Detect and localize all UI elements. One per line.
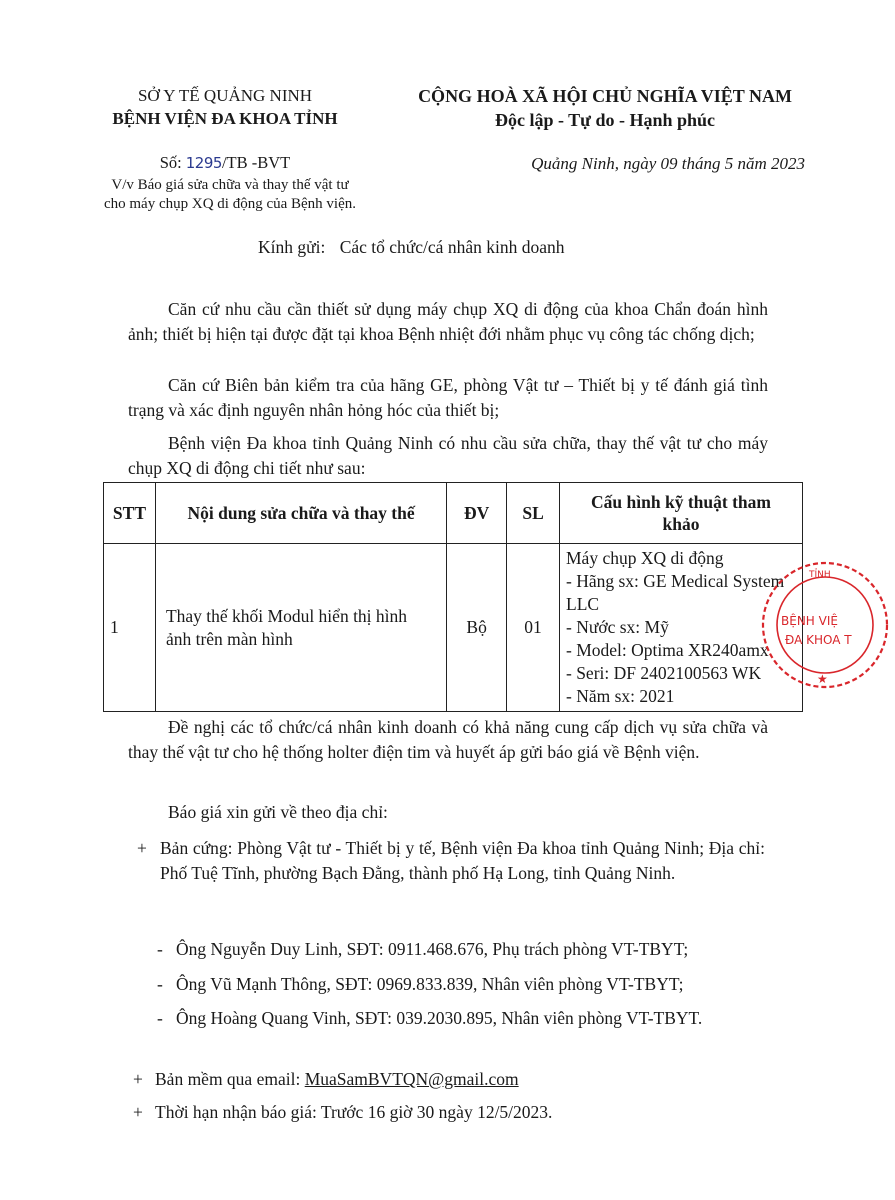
- paragraph-basis-2: Căn cứ Biên bản kiểm tra của hãng GE, phòng Vật tư – Thiết bị y tế đánh giá tình trạng và xác định nguyên nhân hỏng hóc của thiết bị;: [128, 375, 768, 420]
- stamp-text-mid2: ĐA KHOA T: [785, 633, 852, 647]
- subject: V/v Báo giá sửa chữa và thay thế vật tư cho máy chụp XQ di động của Bệnh viện.: [103, 177, 357, 212]
- col-stt: STT: [104, 483, 156, 544]
- document-date: Quảng Ninh, ngày 09 tháng 5 năm 2023: [531, 154, 805, 173]
- repair-table: [103, 482, 803, 712]
- cell-stt: 1: [104, 544, 156, 712]
- recipient-label: Kính gửi:: [258, 237, 326, 257]
- email-line: [155, 1067, 519, 1092]
- dash-icon: -: [157, 939, 163, 959]
- stamp-star-icon: ★: [817, 672, 828, 686]
- bullet-plus-icon: +: [133, 1069, 143, 1089]
- country-name: CỘNG HOÀ XÃ HỘI CHỦ NGHĨA VIỆT NAM: [418, 86, 792, 106]
- dash-icon: -: [157, 1008, 163, 1028]
- recipient-value: Các tổ chức/cá nhân kinh doanh: [339, 237, 565, 257]
- hospital-name: BỆNH VIỆN ĐA KHOA TỈNH: [112, 109, 338, 128]
- cell-unit: Bộ: [447, 544, 507, 712]
- motto: Độc lập - Tự do - Hạnh phúc: [494, 110, 716, 130]
- cell-qty: 01: [507, 544, 560, 712]
- cell-config: Máy chụp XQ di động - Hãng sx: GE Medical System LLC - Nước sx: Mỹ - Model: Optima XR240amx - Seri: DF 2402100563 WK - Năm sx: 2021: [560, 544, 803, 712]
- header-left: [95, 84, 355, 130]
- col-qty: SL: [507, 483, 560, 544]
- paragraph-request: Đề nghị các tổ chức/cá nhân kinh doanh có khả năng cung cấp dịch vụ sửa chữa và thay thế vật tư cho hệ thống holter điện tim và huyết áp gửi báo giá về Bệnh viện.: [128, 717, 768, 762]
- paragraph-address-intro: Báo giá xin gửi về theo địa chỉ:: [168, 802, 388, 822]
- col-config: Cấu hình kỹ thuật tham khảo: [560, 483, 803, 544]
- stamp-text-top: TỈNH: [809, 570, 831, 580]
- stamp-text-mid1: BỆNH VIỆ: [781, 614, 838, 628]
- handwritten-number: 1295: [185, 154, 222, 172]
- col-content: Nội dung sửa chữa và thay thế: [155, 483, 446, 544]
- document-number: Số: 1295/TB -BVT: [159, 153, 291, 172]
- deadline: Thời hạn nhận báo giá: Trước 16 giờ 30 ngày 12/5/2023.: [155, 1102, 553, 1122]
- table-header-row: [104, 483, 803, 544]
- contact-item: Ông Hoàng Quang Vinh, SĐT: 039.2030.895, Nhân viên phòng VT-TBYT.: [176, 1008, 703, 1028]
- dash-icon: -: [157, 974, 163, 994]
- bullet-plus-icon: +: [137, 838, 147, 858]
- col-unit: ĐV: [447, 483, 507, 544]
- email-label: Bản mềm qua email:: [155, 1069, 301, 1089]
- hard-copy-address: Bản cứng: Phòng Vật tư - Thiết bị y tế, Bệnh viện Đa khoa tỉnh Quảng Ninh; Địa chỉ: Phố Tuệ Tĩnh, phường Bạch Đằng, thành phố Hạ Long, tỉnh Quảng Ninh.: [160, 838, 765, 883]
- table-row: [104, 544, 803, 712]
- recipient: [258, 237, 564, 258]
- contact-item: Ông Nguyễn Duy Linh, SĐT: 0911.468.676, Phụ trách phòng VT-TBYT;: [176, 939, 689, 959]
- contact-item: Ông Vũ Mạnh Thông, SĐT: 0969.833.839, Nhân viên phòng VT-TBYT;: [176, 974, 684, 994]
- paragraph-basis-1: Căn cứ nhu cầu cần thiết sử dụng máy chụp XQ di động của khoa Chẩn đoán hình ảnh; thiết bị hiện tại được đặt tại khoa Bệnh nhiệt đới nhằm phục vụ công tác chống dịch;: [128, 299, 768, 344]
- paragraph-need: Bệnh viện Đa khoa tỉnh Quảng Ninh có nhu cầu sửa chữa, thay thế vật tư cho máy chụp XQ di động chi tiết như sau:: [128, 433, 768, 478]
- org-name: SỞ Y TẾ QUẢNG NINH: [137, 86, 313, 105]
- hospital-stamp: [755, 555, 895, 695]
- bullet-plus-icon: +: [133, 1102, 143, 1122]
- cell-content: Thay thế khối Modul hiển thị hình ảnh trên màn hình: [155, 544, 446, 712]
- email-link[interactable]: MuaSamBVTQN@gmail.com: [304, 1069, 519, 1089]
- header-right: [395, 84, 815, 132]
